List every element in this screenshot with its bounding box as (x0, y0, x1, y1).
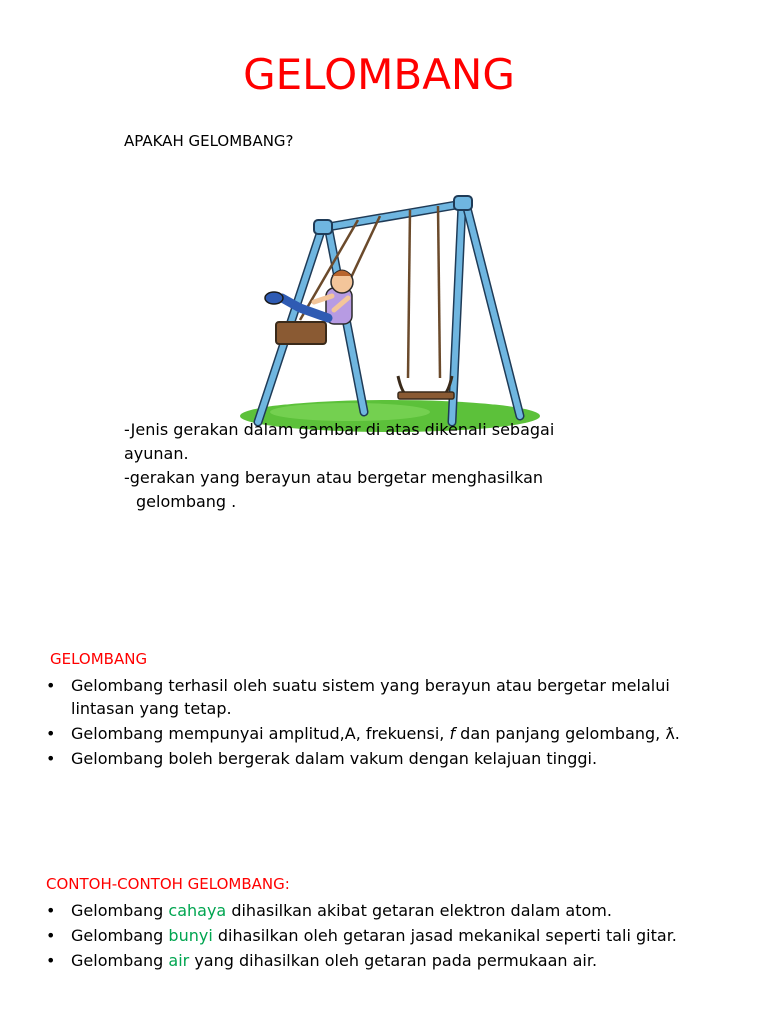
note-line: gelombang . (136, 492, 237, 511)
list-item-text: Gelombang (71, 951, 169, 970)
list-item-text: Gelombang boleh bergerak dalam vakum dengan kelajuan tinggi. (71, 749, 598, 768)
bullet-icon: • (46, 676, 56, 695)
gelombang-list (46, 674, 736, 772)
highlight-word: cahaya (168, 901, 227, 920)
note-line: ayunan. (124, 444, 189, 463)
list-item-text: Gelombang (71, 901, 169, 920)
list-item (46, 949, 736, 972)
examples-list (46, 899, 736, 974)
list-item-text: Gelombang (71, 926, 169, 945)
list-item (46, 674, 736, 720)
section-heading-gelombang: GELOMBANG (50, 650, 148, 668)
note-line: -gerakan yang berayun atau bergetar menghasilkan (124, 468, 544, 487)
section-heading-examples: CONTOH-CONTOH GELOMBANG: (46, 875, 290, 893)
highlight-word: bunyi (168, 926, 213, 945)
frequency-symbol: f (449, 724, 456, 743)
list-item (46, 899, 736, 922)
bullet-icon: • (46, 724, 56, 743)
swing-set-icon (230, 190, 550, 440)
bullet-icon: • (46, 901, 56, 920)
list-item (46, 924, 736, 947)
list-item-text: Gelombang mempunyai amplitud,A, frekuensi, (71, 724, 450, 743)
list-item-text: dan panjang gelombang, ƛ. (455, 724, 680, 743)
list-item-text: Gelombang terhasil oleh suatu sistem yang berayun atau bergetar melalui lintasan yang tetap. (71, 676, 670, 718)
list-item-text: dihasilkan akibat getaran elektron dalam atom. (226, 901, 612, 920)
highlight-word: air (168, 951, 190, 970)
question-heading: APAKAH GELOMBANG? (124, 132, 294, 150)
note-line: -Jenis gerakan dalam gambar di atas dikenali sebagai (124, 420, 555, 439)
list-item (46, 747, 736, 770)
bullet-icon: • (46, 926, 56, 945)
list-item-text: dihasilkan oleh getaran jasad mekanikal seperti tali gitar. (212, 926, 677, 945)
list-item-text: yang dihasilkan oleh getaran pada permukaan air. (189, 951, 598, 970)
bullet-icon: • (46, 749, 56, 768)
list-item (46, 722, 736, 745)
swing-notes (124, 418, 644, 514)
page-title: GELOMBANG (243, 50, 515, 99)
bullet-icon: • (46, 951, 56, 970)
